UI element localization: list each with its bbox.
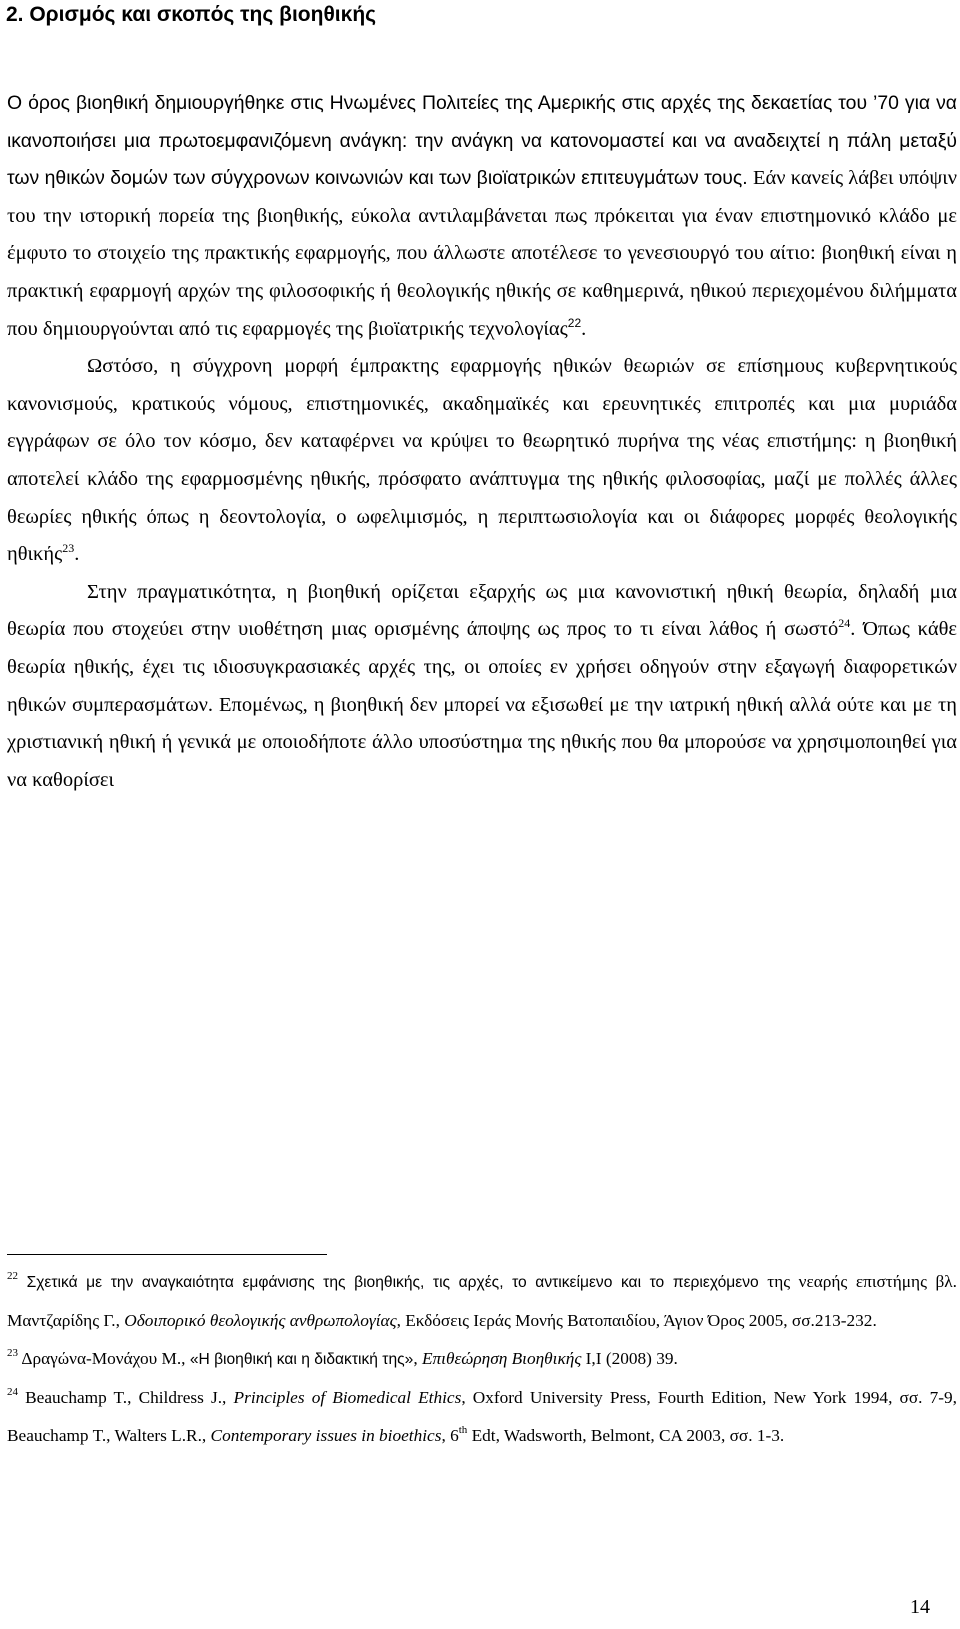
footnote-book-title: Contemporary issues in bioethics <box>210 1426 442 1445</box>
footnote-text: Beauchamp T., Childress J., <box>18 1388 234 1407</box>
footnote-text: , 6 <box>441 1426 459 1445</box>
footnote-22 <box>7 1263 957 1340</box>
footnote-text: Ι,Ι (2008) 39. <box>581 1349 678 1368</box>
footnote-ref-22: 22 <box>567 315 582 330</box>
footnote-text: , Oxford University Press, Fourth Edition, New York 1994, σσ. 7-9, Beauchamp T., Walters L.R., <box>7 1388 957 1445</box>
paragraph-2-text: Ωστόσο, η σύγχρονη μορφή έμπρακτης εφαρμογής ηθικών θεωριών σε επίσημους κυβερνητικούς κανονισμούς, κρατικούς νόμους, επιστημονικές, ακαδημαϊκές και ερευνητικές επιτροπές και μια μυριάδα εγγράφων σε όλο τον κόσμο, δεν καταφέρνει να κρύψει το θεωρητικό πυρήνα της νέας επιστήμης: η βιοηθική αποτελεί κλάδο της εφαρμοσμένης ηθικής, πρόσφατο ανάπτυγμα της ηθικής φιλοσοφίας, μαζί με πολλές άλλες θεωρίες ηθικής όπως η δεοντολογία, ο ωφελιμισμός, η περιπτωσιολογία και οι διάφορες μορφές θεολογικής ηθικής <box>7 355 957 566</box>
footnote-number: 24 <box>7 1386 18 1398</box>
paragraph-1 <box>7 85 957 348</box>
footnote-number: 23 <box>7 1347 18 1359</box>
footnote-ref-23: 23 <box>62 541 75 556</box>
footnote-divider <box>7 1254 327 1255</box>
footnote-number: 22 <box>7 1270 18 1282</box>
paragraph-3 <box>7 574 957 800</box>
footnote-text: Σχετικά με την αναγκαιότητα εμφάνισης της βιοηθικής, τις αρχές, το αντικείμενο και το περιεχόμενο <box>26 1274 759 1291</box>
footnote-23 <box>7 1340 957 1379</box>
footnote-text: , Εκδόσεις Ιεράς Μονής Βατοπαιδίου, Άγιον Όρος 2005, σσ.213-232. <box>396 1311 877 1330</box>
paragraph-1-text-a: Ο όρος βιοηθική δημιουργήθηκε στις Ηνωμένες Πολιτείες της Αμερικής στις αρχές της δεκαετίας του ’70 για να ικανοποιήσει μια πρωτοεμφανιζόμενη ανάγκη: την ανάγκη να κατονομαστεί και να αναδειχτεί η πάλη μεταξύ των ηθικών δομών των σύγχρονων κοινωνιών και των βιοϊατρικών επιτευγμάτων τους. <box>7 92 957 190</box>
paragraph-1-text-b: Εάν κανείς λάβει υπόψιν του την ιστορική πορεία της βιοηθικής, εύκολα αντιλαμβάνεται πως πρόκειται για έναν επιστημονικό κλάδο με έμφυτο το στοιχείο της πρακτικής εφαρμογής, που άλλωστε αποτέλεσε το γενεσιουργό του αίτιο: βιοηθική είναι η πρακτική εφαρμογή αρχών της φιλοσοφικής ή θεολογικής ηθικής σε καθημερινά, ηθικού περιεχομένου διλήμματα που δημιουργούνται από τις εφαρμογές της βιοϊατρικής τεχνολογίας <box>7 167 958 340</box>
footnote-text: Δραγώνα-Μονάχου Μ., <box>18 1349 190 1368</box>
footnote-book-title: Οδοιπορικό θεολογικής ανθρωπολογίας <box>124 1311 397 1330</box>
body-text <box>7 85 957 799</box>
page-number: 14 <box>910 1596 930 1618</box>
footnote-article-title: «Η βιοηθική και η διδακτική της» <box>189 1351 414 1368</box>
paragraph-2-end: . <box>74 543 80 566</box>
paragraph-3-text-b: . Όπως κάθε θεωρία ηθικής, έχει τις ιδιοσυγκρασιακές αρχές της, οι οποίες εν χρήσει οδηγούν στην εξαγωγή διαφορετικών ηθικών συμπερασμάτων. Επομένως, η βιοηθική δεν μπορεί να εξισωθεί με την ιατρική ηθική αλλά ούτε και με τη χριστιανική ηθική ή γενικά με οποιοδήποτε άλλο υποσύστημα της ηθικής που θα μπορούσε να χρησιμοποιηθεί για να καθορίσει <box>7 618 958 791</box>
footnote-text: Edt, Wadsworth, Belmont, CA 2003, σσ. 1-3. <box>467 1426 785 1445</box>
footnote-24 <box>7 1379 957 1455</box>
footnote-text: της νεαρής επιστήμης βλ. Μαντζαρίδης Γ., <box>7 1272 957 1330</box>
paragraph-1-end: . <box>581 317 587 340</box>
paragraph-3-text-a: Στην πραγματικότητα, η βιοηθική ορίζεται εξαρχής ως μια κανονιστική ηθική θεωρία, δηλαδή μια θεωρία που στοχεύει στην υιοθέτηση μιας ορισμένης άποψης ως προς το τι είναι λάθος ή σωστό <box>7 580 957 641</box>
footnote-ref-24: 24 <box>838 616 851 631</box>
footnote-edition-suffix: th <box>458 1424 468 1436</box>
footnote-book-title: Principles of Biomedical Ethics <box>233 1388 462 1407</box>
section-heading: 2. Ορισμός και σκοπός της βιοηθικής <box>6 3 377 26</box>
footnotes <box>7 1263 957 1455</box>
footnote-journal-title: Επιθεώρηση Βιοηθικής <box>421 1349 582 1368</box>
footnote-text: , <box>413 1349 422 1368</box>
paragraph-2 <box>7 348 957 574</box>
